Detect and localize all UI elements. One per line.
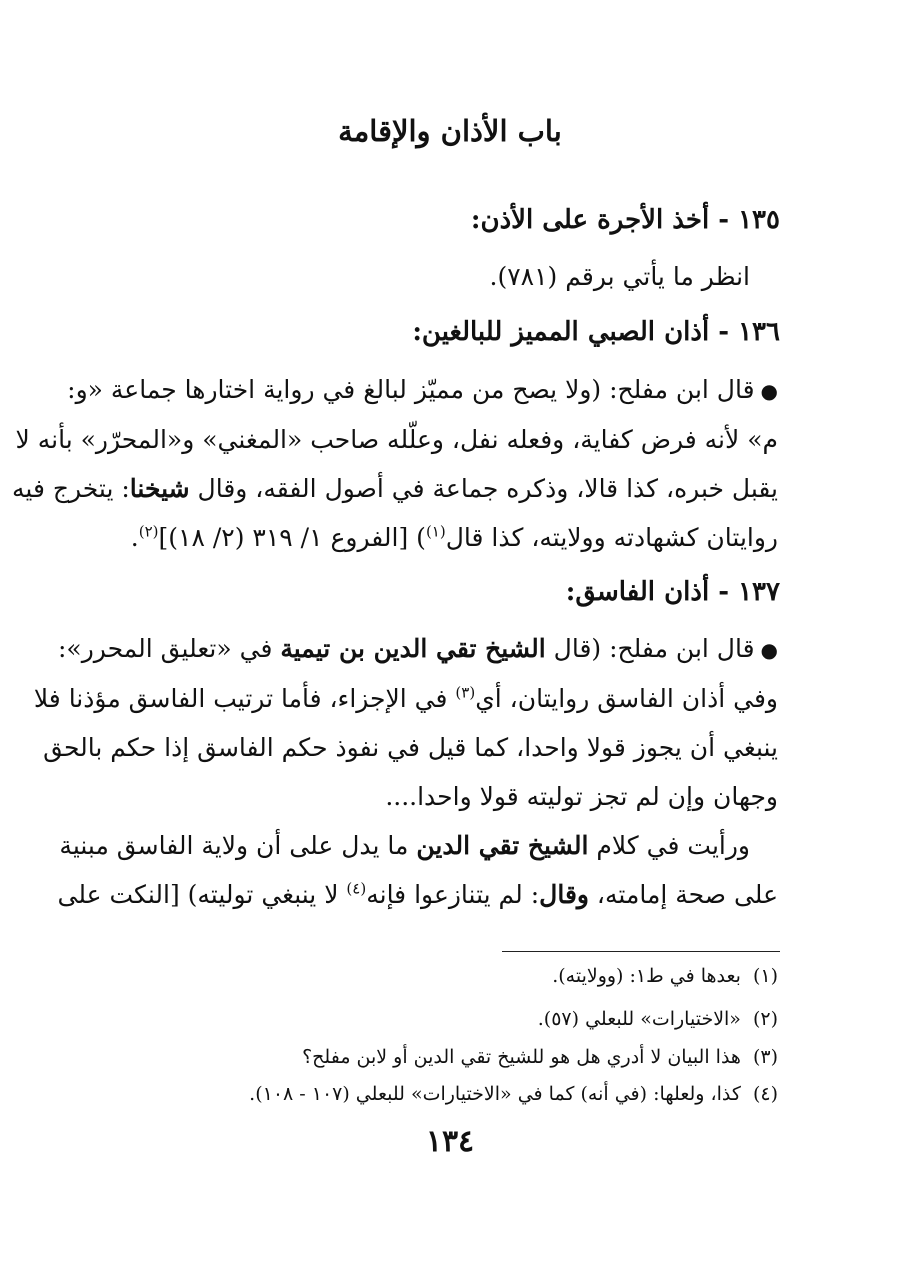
section-heading-135: ١٣٥ - أخذ الأجرة على الأذن: (470, 205, 780, 235)
footnote-4: (٤)كذا، ولعلها: (في أنه) كما في «الاختيارات» للبعلي (١٠٧ - ١٠٨). (249, 1083, 778, 1105)
footnote-ref-2: (٢) (138, 522, 159, 541)
section-137-line-6: على صحة إمامته، وقال: لم يتنازعوا فإنه$^{(٤)}$ لا ينبغي توليته) [النكت على (57, 879, 778, 909)
section-137-line-2: وفي أذان الفاسق روايتان، أي$^{(٣)}$ في الإجزاء، فأما ترتيب الفاسق مؤذنا فلا (33, 683, 778, 713)
section-136-line-3: يقبل خبره، كذا قالا، وذكره جماعة في أصول الفقه، وقال شيخنا: يتخرج فيه (12, 474, 778, 503)
section-137-line-5: ورأيت في كلام الشيخ تقي الدين ما يدل على أن ولاية الفاسق مبنية (59, 831, 750, 860)
footnote-ref-4: (٤) (346, 879, 367, 898)
section-137-line-1: ●قال ابن مفلح: (قال الشيخ تقي الدين بن تيمية في «تعليق المحرر»: (57, 634, 778, 663)
bullet-icon: ● (760, 638, 778, 662)
footnote-1: (١)بعدها في ط١: (وولايته). (552, 965, 778, 987)
chapter-title: باب الأذان والإقامة (338, 114, 562, 148)
footnote-3: (٣)هذا البيان لا أدري هل هو للشيخ تقي الدين أو لابن مفلح؟ (302, 1046, 778, 1068)
footnote-2: (٢)«الاختيارات» للبعلي (٥٧). (537, 1008, 778, 1030)
section-136-line-2: م» لأنه فرض كفاية، وفعله نفل، وعلّله صاحب «المغني» و«المحرّر» بأنه لا (15, 425, 778, 454)
section-heading-137: ١٣٧ - أذان الفاسق: (565, 577, 780, 607)
page-number: ١٣٤ (425, 1124, 475, 1159)
section-136-line-1: ●قال ابن مفلح: (ولا يصح من مميّز لبالغ في رواية اختارها جماعة «و: (67, 375, 778, 404)
footnote-separator (502, 951, 780, 952)
section-135-text: انظر ما يأتي برقم (٧٨١). (489, 262, 750, 291)
section-136-line-4: روايتان كشهادته وولايته، كذا قال$^{(١)}$) [الفروع ١/ ٣١٩ (٢/ ١٨)]$^{(٢)}$. (130, 522, 778, 552)
footnote-ref-1: (١) (425, 522, 446, 541)
section-137-line-4: وجهان وإن لم تجز توليته قولا واحدا.... (385, 782, 778, 811)
bullet-icon: ● (760, 379, 778, 403)
footnote-ref-3: (٣) (455, 683, 476, 702)
section-heading-136: ١٣٦ - أذان الصبي المميز للبالغين: (412, 317, 780, 347)
section-137-line-3: ينبغي أن يجوز قولا واحدا، كما قيل في نفوذ حكم الفاسق إذا حكم بالحق (43, 733, 778, 762)
